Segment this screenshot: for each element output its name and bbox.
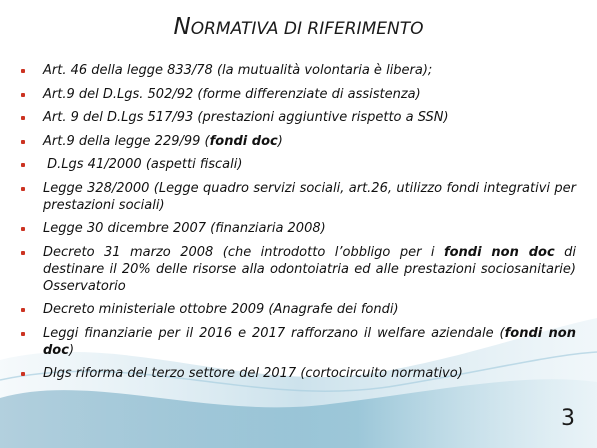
- bullet-text: Legge 30 dicembre 2007 (finanziaria 2008): [43, 221, 326, 236]
- bullet-text-post: ): [68, 342, 75, 358]
- bullet-item-2: [20, 86, 576, 103]
- bullet-marker: [21, 93, 25, 97]
- bullet-text: Dlgs riforma del terzo settore del 2017 (cortocircuito normativo): [43, 366, 463, 381]
- bullet-text: Art. 46 della legge 833/78 (la mutualità volontaria è libera);: [43, 63, 433, 78]
- bullet-marker: [21, 332, 25, 336]
- bullet-text-post: di destinare il 20% delle risorse alla odontoiatria ed alle prestazioni sociosanitarie) Osservatorio: [43, 244, 576, 294]
- slide-title: [0, 14, 597, 40]
- bullet-text-bold: fondi non doc: [443, 244, 555, 260]
- bullet-marker: [21, 163, 25, 167]
- bullet-text: D.Lgs 41/2000 (aspetti fiscali): [43, 157, 243, 172]
- bullet-item-5: [20, 156, 576, 173]
- bullet-item-6: [20, 180, 576, 214]
- bullet-marker: [21, 116, 25, 120]
- bullet-text: Legge 328/2000 (Legge quadro servizi sociali, art.26, utilizzo fondi integrativi per prestazioni sociali): [43, 180, 576, 213]
- bullet-marker: [21, 372, 25, 376]
- bullet-marker: [21, 251, 25, 255]
- bullet-marker: [21, 140, 25, 144]
- bullet-text-pre: Leggi finanziarie per il 2016 e 2017 rafforzano il welfare aziendale (: [43, 325, 505, 341]
- bullet-list: [20, 62, 576, 389]
- bullet-text-pre: Decreto 31 marzo 2008 (che introdotto l’obbligo per i: [43, 244, 444, 260]
- bullet-text-bold: fondi non doc: [43, 325, 576, 358]
- bullet-text-pre: Art.9 della legge 229/99 (: [43, 133, 210, 149]
- bullet-marker: [21, 227, 25, 231]
- bullet-marker: [21, 187, 25, 191]
- bullet-text-bold: fondi doc: [209, 133, 278, 149]
- title-rest: ORMATIVA DI RIFERIMENTO: [190, 19, 424, 39]
- bullet-text: Art. 9 del D.Lgs 517/93 (prestazioni aggiuntive rispetto a SSN): [43, 110, 449, 125]
- bullet-item-11: [20, 365, 576, 382]
- bullet-item-7: [20, 220, 576, 237]
- bullet-text: Art.9 del D.Lgs. 502/92 (forme differenziate di assistenza): [43, 86, 421, 102]
- title-first-letter: N: [173, 14, 191, 40]
- bullet-item-10: [20, 325, 576, 359]
- page-number: 3: [561, 406, 575, 431]
- bullet-marker: [21, 69, 25, 73]
- bullet-item-3: [20, 109, 576, 126]
- bullet-marker: [21, 308, 25, 312]
- bullet-text-post: ): [277, 133, 283, 149]
- bullet-item-9: [20, 301, 576, 318]
- bullet-text: Decreto ministeriale ottobre 2009 (Anagrafe dei fondi): [43, 302, 399, 317]
- bullet-item-4: [20, 133, 576, 150]
- bullet-item-1: [20, 62, 576, 79]
- bullet-item-8: [20, 244, 576, 295]
